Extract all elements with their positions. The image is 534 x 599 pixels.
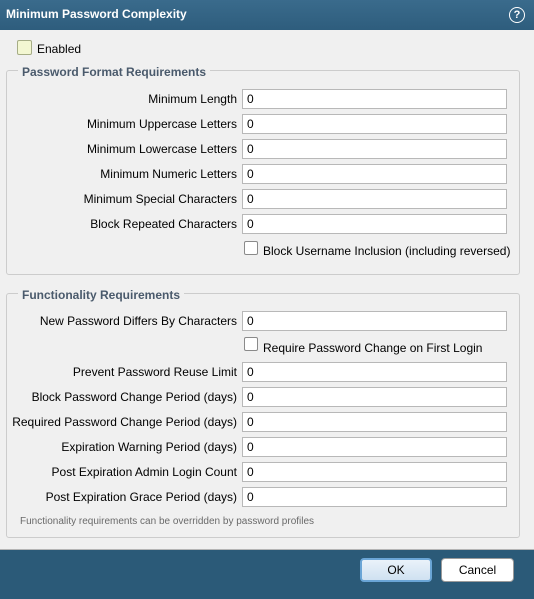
format-requirements-legend: Password Format Requirements xyxy=(18,65,210,79)
block-username-label: Block Username Inclusion (including reversed) xyxy=(263,244,511,258)
minimum-special-label: Minimum Special Characters xyxy=(83,192,237,206)
dialog-title: Minimum Password Complexity xyxy=(6,7,187,21)
enabled-label: Enabled xyxy=(37,42,82,56)
block-change-period-label: Block Password Change Period (days) xyxy=(31,390,237,404)
expiration-warning-input[interactable] xyxy=(242,437,507,457)
help-icon[interactable]: ? xyxy=(509,7,525,23)
block-repeated-input[interactable] xyxy=(242,214,507,234)
grace-period-label: Post Expiration Grace Period (days) xyxy=(45,490,237,504)
prevent-reuse-label: Prevent Password Reuse Limit xyxy=(72,365,237,379)
minimum-numeric-input[interactable] xyxy=(242,164,507,184)
ok-button[interactable]: OK xyxy=(360,558,432,582)
minimum-uppercase-input[interactable] xyxy=(242,114,507,134)
dialog-titlebar xyxy=(0,0,534,30)
required-change-period-input[interactable] xyxy=(242,412,507,432)
new-password-differs-label: New Password Differs By Characters xyxy=(39,314,237,328)
require-password-change-label: Require Password Change on First Login xyxy=(263,341,483,355)
minimum-numeric-label: Minimum Numeric Letters xyxy=(100,167,237,181)
minimum-length-label: Minimum Length xyxy=(148,92,237,106)
enabled-checkbox[interactable] xyxy=(17,40,32,55)
minimum-uppercase-label: Minimum Uppercase Letters xyxy=(86,117,237,131)
functionality-requirements-legend: Functionality Requirements xyxy=(18,288,184,302)
new-password-differs-input[interactable] xyxy=(242,311,507,331)
block-change-period-input[interactable] xyxy=(242,387,507,407)
cancel-button[interactable]: Cancel xyxy=(441,558,514,582)
minimum-lowercase-label: Minimum Lowercase Letters xyxy=(86,142,237,156)
expiration-warning-label: Expiration Warning Period (days) xyxy=(61,440,237,454)
admin-login-count-input[interactable] xyxy=(242,462,507,482)
block-repeated-label: Block Repeated Characters xyxy=(90,217,237,231)
admin-login-count-label: Post Expiration Admin Login Count xyxy=(51,465,237,479)
functionality-note: Functionality requirements can be overridden by password profiles xyxy=(20,516,315,527)
block-username-checkbox[interactable] xyxy=(244,241,258,255)
dialog-body xyxy=(0,30,534,550)
require-password-change-checkbox[interactable] xyxy=(244,337,258,351)
minimum-length-input[interactable] xyxy=(242,89,507,109)
minimum-special-input[interactable] xyxy=(242,189,507,209)
minimum-lowercase-input[interactable] xyxy=(242,139,507,159)
grace-period-input[interactable] xyxy=(242,487,507,507)
prevent-reuse-input[interactable] xyxy=(242,362,507,382)
required-change-period-label: Required Password Change Period (days) xyxy=(12,415,237,429)
